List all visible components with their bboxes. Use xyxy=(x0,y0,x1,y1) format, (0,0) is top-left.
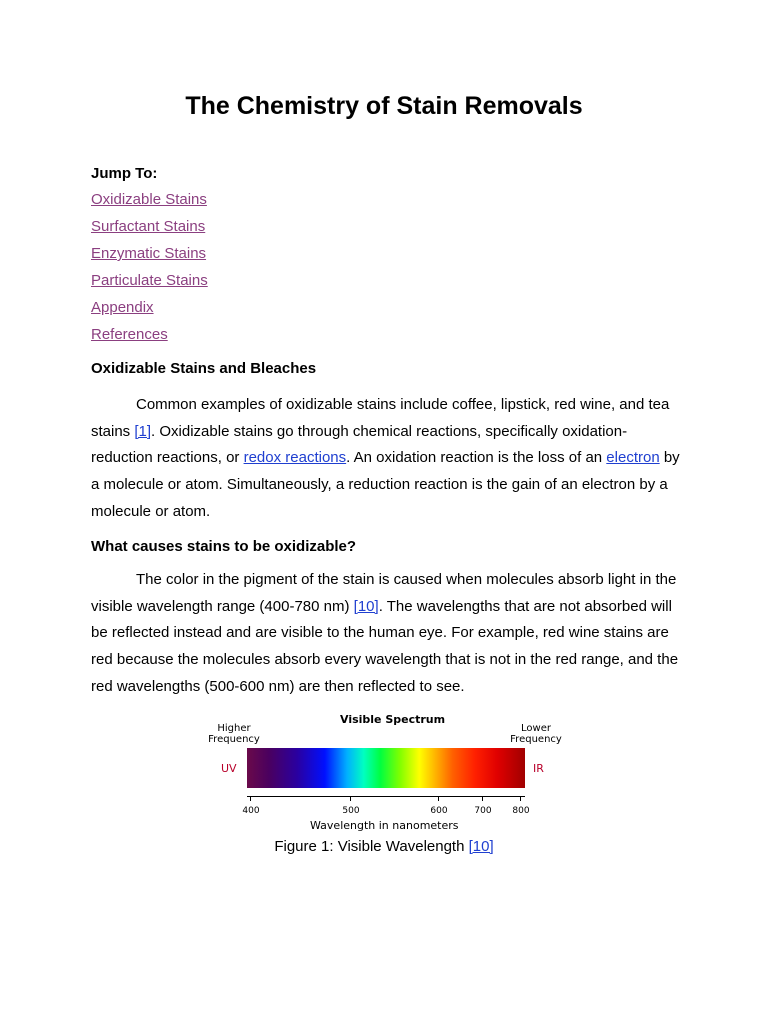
ref-link-1[interactable]: [1] xyxy=(134,422,152,440)
paragraph-oxidizable xyxy=(91,392,681,526)
caption-ref-link-10[interactable]: [10] xyxy=(468,838,494,855)
section-heading-oxidizable: Oxidizable Stains and Bleaches xyxy=(91,360,317,377)
paragraph-text: . The wavelengths that are not absorbed will be reflected instead and are visible to the human eye. For example, red wine stains are red because the molecules absorb every wavelength that is not in the red range, and the red wavelengths (500-600 nm) are then reflected to see. xyxy=(91,597,679,695)
uv-label: UV xyxy=(221,762,237,775)
toc-link-enzymatic-stains[interactable]: Enzymatic Stains xyxy=(91,245,207,262)
toc-link-appendix[interactable]: Appendix xyxy=(91,299,154,316)
lower-frequency-label: Lower Frequency xyxy=(510,723,562,745)
caption-text: Figure 1: Visible Wavelength xyxy=(274,838,469,855)
toc-link-surfactant-stains[interactable]: Surfactant Stains xyxy=(91,218,206,235)
axis-label: Wavelength in nanometers xyxy=(310,819,459,832)
jump-to-heading: Jump To: xyxy=(91,165,158,182)
redox-reactions-link[interactable]: redox reactions xyxy=(243,449,347,467)
tick-label-600: 600 xyxy=(430,806,448,816)
toc-link-oxidizable-stains[interactable]: Oxidizable Stains xyxy=(91,191,207,208)
visible-spectrum-figure xyxy=(200,710,570,840)
spectrum-band xyxy=(247,748,525,788)
ir-label: IR xyxy=(533,762,544,775)
electron-link[interactable]: electron xyxy=(606,449,660,467)
tick-label-700: 700 xyxy=(474,806,492,816)
axis-tick xyxy=(250,796,251,801)
page-title: The Chemistry of Stain Removals xyxy=(185,92,583,120)
tick-label-400: 400 xyxy=(242,806,260,816)
figure-title: Visible Spectrum xyxy=(340,713,446,726)
paragraph-text: . Oxidizable stains go through chemical reactions, specifically oxidation-reduction reactions, or xyxy=(91,422,628,467)
wavelength-axis xyxy=(247,796,525,797)
ref-link-10[interactable]: [10] xyxy=(353,597,379,615)
paragraph-text: Common examples of oxidizable stains include coffee, lipstick, red wine, and tea stains xyxy=(91,396,670,440)
toc-link-references[interactable]: References xyxy=(91,326,168,343)
paragraph-text: by a molecule or atom. Simultaneously, a reduction reaction is the gain of an electron by a molecule or atom. xyxy=(91,449,680,520)
paragraph-text: . An oxidation reaction is the loss of an xyxy=(346,449,607,467)
toc-link-particulate-stains[interactable]: Particulate Stains xyxy=(91,272,208,289)
axis-tick xyxy=(520,796,521,801)
axis-tick xyxy=(482,796,483,801)
tick-label-500: 500 xyxy=(342,806,360,816)
jump-to-list xyxy=(91,186,208,348)
higher-frequency-label: Higher Frequency xyxy=(208,723,260,745)
tick-label-800: 800 xyxy=(512,806,530,816)
paragraph-text: The color in the pigment of the stain is caused when molecules absorb light in the visible wavelength range (400-780 nm) xyxy=(91,571,677,615)
figure-caption xyxy=(0,838,768,855)
axis-tick xyxy=(438,796,439,801)
axis-tick xyxy=(350,796,351,801)
section-heading-causes: What causes stains to be oxidizable? xyxy=(91,538,357,555)
paragraph-causes xyxy=(91,567,681,701)
